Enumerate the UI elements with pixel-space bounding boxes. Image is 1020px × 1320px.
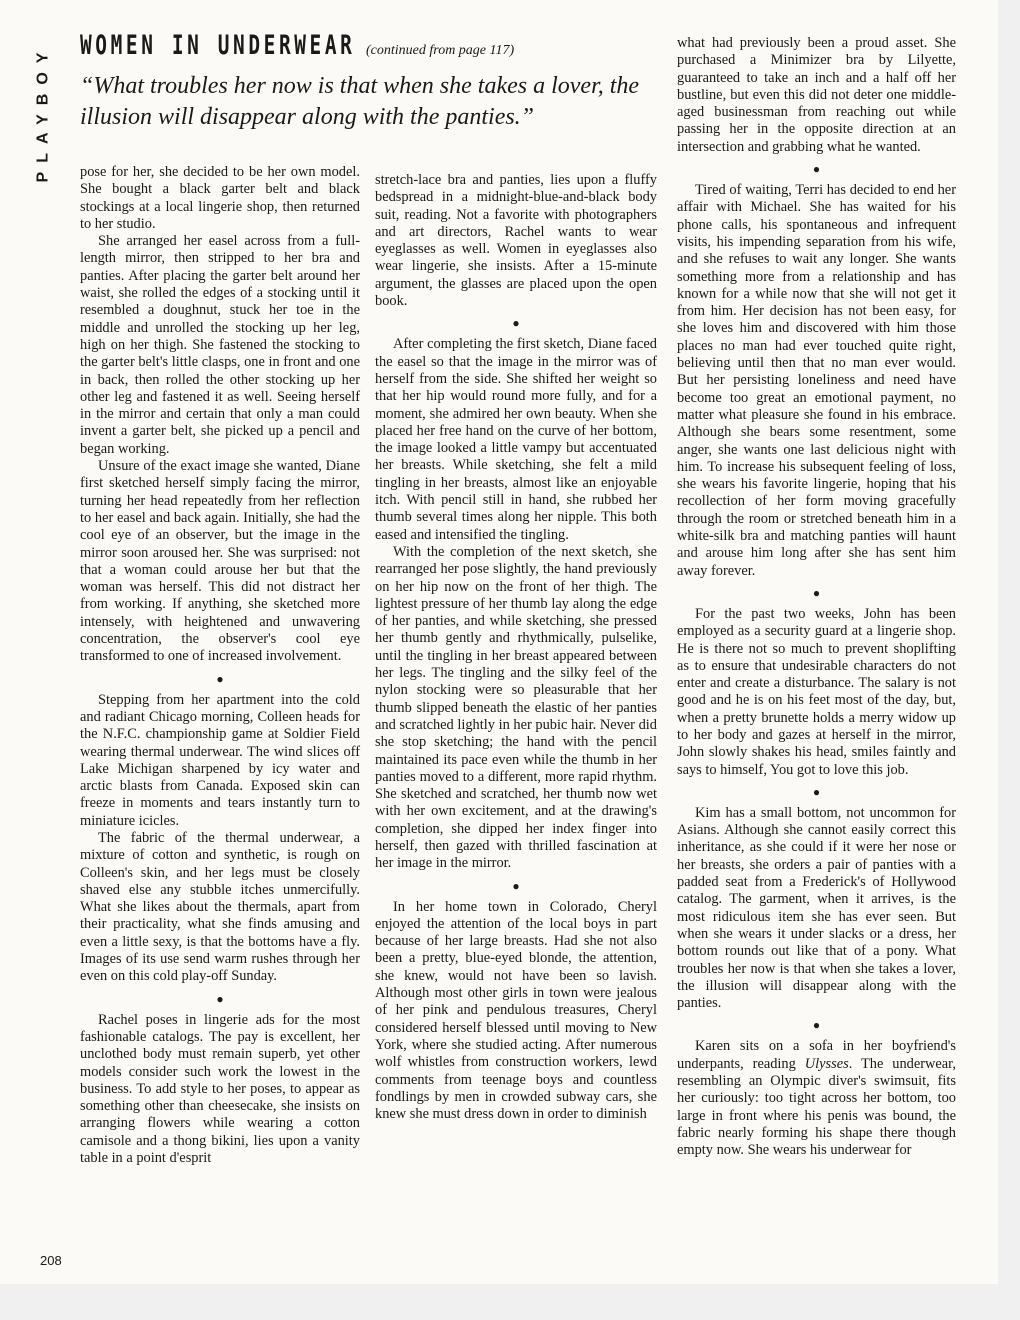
paragraph: Rachel poses in lingerie ads for the most fashionable catalogs. The pay is excellent, her unclothed body must remain superb, yet other models consider such work the lowest in the business. To add style to her poses, to appear as something other than cheesecake, she insists on arranging flowers while wearing a cotton camisole and a thong bikini, lies upon a vanity table in a point d'esprit <box>80 1011 360 1167</box>
section-separator: ● <box>812 585 821 600</box>
paragraph: Kim has a small bottom, not uncommon for Asians. Although she cannot easily correct this inheritance, as she could if it were her nose or her breasts, she orders a pair of panties with a padded seat from a Frederick's of Hollywood catalog. The garment, when it arrives, is the most ridiculous item she has ever seen. But when she wears it under slacks or a dress, her bottom rounds out like that of a pony. What troubles her now is that when she takes a lover, the illusion will disappear along with the panties. <box>677 804 956 1012</box>
paragraph: stretch-lace bra and panties, lies upon a fluffy bedspread in a midnight-blue-and-black body suit, reading. Not a favorite with photographers and art directors, Rachel wants to wear eyeglasses as well. Women in eyeglasses also wear lingerie, she insists. After a 15-minute argument, the glasses are placed upon the open book. <box>375 172 657 310</box>
section-separator: ● <box>812 784 821 799</box>
section-separator: ● <box>512 316 520 331</box>
paragraph: In her home town in Colorado, Cheryl enjoyed the attention of the local boys in part because of her large breasts. Had she not also been a pretty, blue-eyed blonde, the attention, she knew, would not have been so lavish. Although most other girls in town were jealous of her pink and pendulous treasures, Cheryl considered herself blessed until moving to New York, where she studied acting. After numerous wolf whistles from construction workers, lewd comments from teenage boys and countless fondlings by men in crowded subway cars, she knew she must dress down in order to diminish <box>375 898 657 1123</box>
magazine-spine <box>28 28 58 198</box>
paragraph-text: . The underwear, resembling an Olympic diver's swimsuit, fits her curiously: too tight across her bottom, too large in front where his penis was bound, the fabric nearly forming his shape there though empty now. She wears his underwear for <box>677 1055 956 1159</box>
paragraph: Unsure of the exact image she wanted, Diane first sketched herself simply facing the mirror, turning her head repeatedly from her reflection to her easel and back again. Initially, she had the cool eye of an observer, but the image in the mirror soon aroused her. She was surprised: not that a woman could arouse her but that the woman was herself. This did not distract her from working. If anything, she sketched more intensely, with heightened and unwavering concentration, the observer's cool eye transformed to one of increased involvement. <box>80 458 360 665</box>
page-edge-shadow <box>998 0 1020 1320</box>
paragraph: She arranged her easel across from a full-length mirror, then stripped to her bra and panties. After placing the garter belt around her waist, she rolled the edges of a stocking until it resembled a doughnut, stuck her toe in the middle and unrolled the stocking up her leg, high on her thigh. She fastened the stocking to the garter belt's little clasps, one in front and one in back, then rolled the other stocking up her other leg and fastened it as well. Seeing herself in the mirror and certain that only a man could invent a garter belt, she picked up a pencil and began working. <box>80 233 360 457</box>
paragraph: Tired of waiting, Terri has decided to end her affair with Michael. She has waited for his phone calls, his spontaneous and infrequent visits, his impending separation from his wife, and she refuses to wait any longer. She wants something more from a relationship and has known for a while now that she will not get it from him. Her decision has not been easy, for she loves him and discovered with him those places no man had ever touched quite right, believing until then that no man ever would. But her persisting loneliness and need have become too great an emotional payment, no matter what pleasure she found in his embrace. Although she bears some resentment, some anger, she wants one last delicious night with him. To increase his subsequent feeling of loss, she wears his favorite lingerie, hoping that his recollection of her form moving gracefully through the room or stretched beneath him in a white-silk bra and matching panties will haunt and arouse him long after she has sent him away forever. <box>677 182 956 579</box>
paragraph: With the completion of the next sketch, she rearranged her pose slightly, the hand previously on her hip now on the front of her thigh. The lightest pressure of her thumb lay along the edge of her panties, and while sketching, she pressed her thumb gently and rhythmically, pulselike, until the tingling in her breast appeared between her legs. The tingling and the silky feel of the nylon stocking were so pleasurable that her thumb slipped beneath the elastic of her panties and scratched lightly in her pubic hair. Never did she stop sketching; the hand with the pencil maintained its pace even while the thumb in her panties moved to a different, more rapid rhythm. She sketched and scratched, her thumb now wet with her own excitement, and at the drawing's completion, she dipped her index finger into herself, then gazed with thrilled fascination at her image in the mirror. <box>375 543 657 872</box>
text-column-1 <box>80 164 360 1167</box>
paragraph: For the past two weeks, John has been employed as a security guard at a lingerie shop. He is there not so much to prevent shoplifting as to ensure that undesirable characters do not enter and create a disturbance. The salary is not good and he is on his feet most of the day, but, when a pretty brunette holds a merry widow up to her body and gazes at herself in the mirror, John slowly shakes his head, smiles faintly and says to himself, You got to love this job. <box>677 605 956 778</box>
page-bottom-margin <box>0 1284 1020 1320</box>
section-separator: ● <box>216 671 224 686</box>
article-header <box>80 30 670 133</box>
section-title: WOMEN IN UNDERWEAR <box>80 30 356 61</box>
paragraph: After completing the first sketch, Diane faced the easel so that the image in the mirror was of herself from the side. She shifted her weight so that her hip would round more fully, and for a moment, she admired her own beauty. When she placed her free hand on the curve of her bottom, the image looked a little vampy but accentuated her breasts. While sketching, she felt a mild tingling in her breasts, almost like an enjoyable itch. With pencil still in hand, she rubbed her thumb several times along her nipple. This both eased and intensified the tingling. <box>375 336 657 543</box>
pull-quote: “What troubles her now is that when she takes a lover, the illusion will disappear along with the panties.” <box>80 73 640 130</box>
paragraph: what had previously been a proud asset. She purchased a Minimizer bra by Lilyette, guaranteed to take an inch and a half off her bustline, but even this did not deter one middle-aged businessman from reaching out while passing her in the opposite direction at an intersection and grabbing what he wanted. <box>677 35 956 155</box>
section-separator: ● <box>812 1018 821 1033</box>
page-number: 208 <box>40 1253 62 1268</box>
section-separator: ● <box>512 878 520 893</box>
paragraph: Stepping from her apartment into the cold and radiant Chicago morning, Colleen heads for the N.F.C. championship game at Soldier Field wearing thermal underwear. The wind slices off Lake Michigan sharpened by icy water and arctic blasts from Canada. Exposed skin can freeze in moments and tears instantly turn to miniature icicles. <box>80 691 360 829</box>
continued-note: (continued from page 117) <box>366 43 515 58</box>
paragraph <box>677 1038 956 1159</box>
section-separator: ● <box>216 991 224 1006</box>
paragraph-text: Karen sits on a sofa in her boyfriend's underpants, reading <box>677 1038 956 1072</box>
text-column-2 <box>375 172 657 1123</box>
book-title: Ulysses <box>804 1055 849 1072</box>
section-separator: ● <box>812 162 821 177</box>
text-column-3 <box>677 35 956 1160</box>
magazine-name: PLAYBOY <box>34 43 51 183</box>
paragraph: The fabric of the thermal underwear, a mixture of cotton and synthetic, is rough on Colleen's skin, and her legs must be closely shaved else any stubble itches unmercifully. What she likes about the thermals, apart from their practicality, what she finds amusing and even a little sexy, is that the bottoms have a fly. Images of its use send warm rushes through her even on this cold play-off Sunday. <box>80 829 360 985</box>
paragraph: pose for her, she decided to be her own model. She bought a black garter belt and black stockings at a local lingerie shop, then returned to her studio. <box>80 164 360 232</box>
